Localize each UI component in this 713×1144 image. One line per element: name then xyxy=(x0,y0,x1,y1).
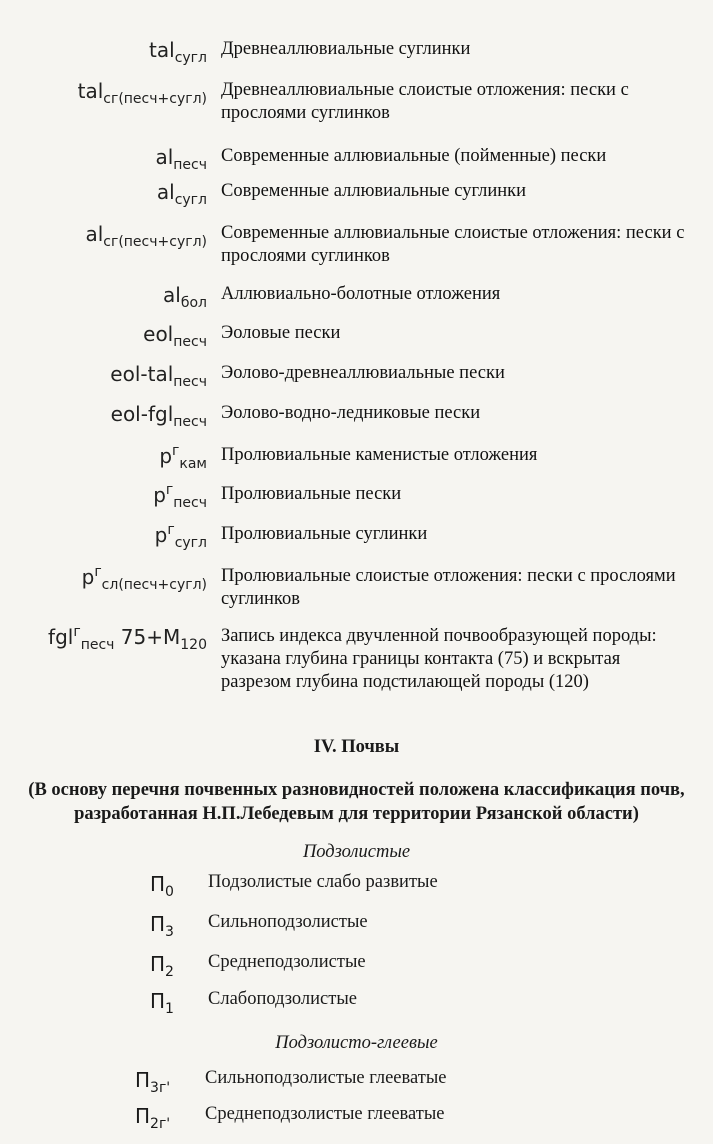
soil-index: $П_{3г'}$ xyxy=(135,1068,171,1096)
soil-description: Слабоподзолистые xyxy=(208,989,357,1009)
description: Аллювиально-болотные отложения xyxy=(221,284,501,304)
section-note: (В основу перечня почвенных разновидностей положена классификация почв, разработанная Н.П.Лебедевым для территории Рязанской области) xyxy=(28,780,685,824)
section-title: IV. Почвы xyxy=(313,737,400,757)
soil-index: $П_3$ xyxy=(150,912,174,940)
description: Современные аллювиальные суглинки xyxy=(221,181,527,201)
description: Современные аллювиальные слоистые отложения: пески с прослоями суглинков xyxy=(221,223,685,266)
description: Древнеаллювиальные слоистые отложения: пески с прослоями суглинков xyxy=(221,80,629,123)
description: Эоловые пески xyxy=(221,323,341,343)
index-symbol: tal$_{сугл}$ xyxy=(149,38,207,66)
index-symbol: eol$_{песч}$ xyxy=(143,322,207,350)
index-symbol: $p^г_{сугл}$ xyxy=(154,522,207,551)
description: Древнеаллювиальные суглинки xyxy=(221,39,471,59)
index-symbol: tal$_{сг(песч+сугл)}$ xyxy=(77,79,207,107)
description: Пролювиальные каменистые отложения xyxy=(221,445,538,465)
group-title: Подзолистые xyxy=(302,842,411,862)
description: Современные аллювиальные (пойменные) пески xyxy=(221,146,607,166)
index-symbol: fgl$^г_{песч}$ $75+M_{120}$ xyxy=(48,624,207,653)
soil-index: $П_0$ xyxy=(150,872,174,900)
index-symbol: $p^г_{сл(песч+сугл)}$ xyxy=(81,564,207,593)
index-symbol: $al_{песч}$ xyxy=(155,145,207,173)
description: Пролювиальные слоистые отложения: пески с прослоями суглинков xyxy=(221,566,676,609)
description: Пролювиальные пески xyxy=(221,484,402,504)
soil-description: Сильноподзолистые xyxy=(208,912,368,932)
group-title: Подзолисто-глеевые xyxy=(275,1033,438,1053)
description: Пролювиальные суглинки xyxy=(221,524,428,544)
soil-description: Среднеподзолистые глееватые xyxy=(205,1104,445,1124)
index-symbol: $al_{сг(песч+сугл)}$ xyxy=(85,222,207,250)
soil-description: Сильноподзолистые глееватые xyxy=(205,1068,447,1088)
description: Запись индекса двучленной почвообразующей породы: указана глубина границы контакта (75) и вскрытая разрезом глубина подстилающей породы (120) xyxy=(221,626,657,692)
index-symbol: $al_{сугл}$ xyxy=(156,180,207,208)
soil-description: Среднеподзолистые xyxy=(208,952,366,972)
soil-index: $П_2$ xyxy=(150,952,174,980)
index-symbol: eol-fgl$_{песч}$ xyxy=(110,402,207,430)
description: Эолово-древнеаллювиальные пески xyxy=(221,363,505,383)
index-symbol: $al_{бол}$ xyxy=(163,283,207,311)
soil-description: Подзолистые слабо развитые xyxy=(208,872,438,892)
index-symbol: eol-tal$_{песч}$ xyxy=(110,362,207,390)
soil-index: $П_{2г'}$ xyxy=(135,1104,171,1132)
index-symbol: $p^г_{кам}$ xyxy=(159,443,207,472)
index-symbol: $p^г_{песч}$ xyxy=(153,482,207,511)
description: Эолово-водно-ледниковые пески xyxy=(221,403,481,423)
soil-index: $П_1$ xyxy=(150,989,174,1017)
